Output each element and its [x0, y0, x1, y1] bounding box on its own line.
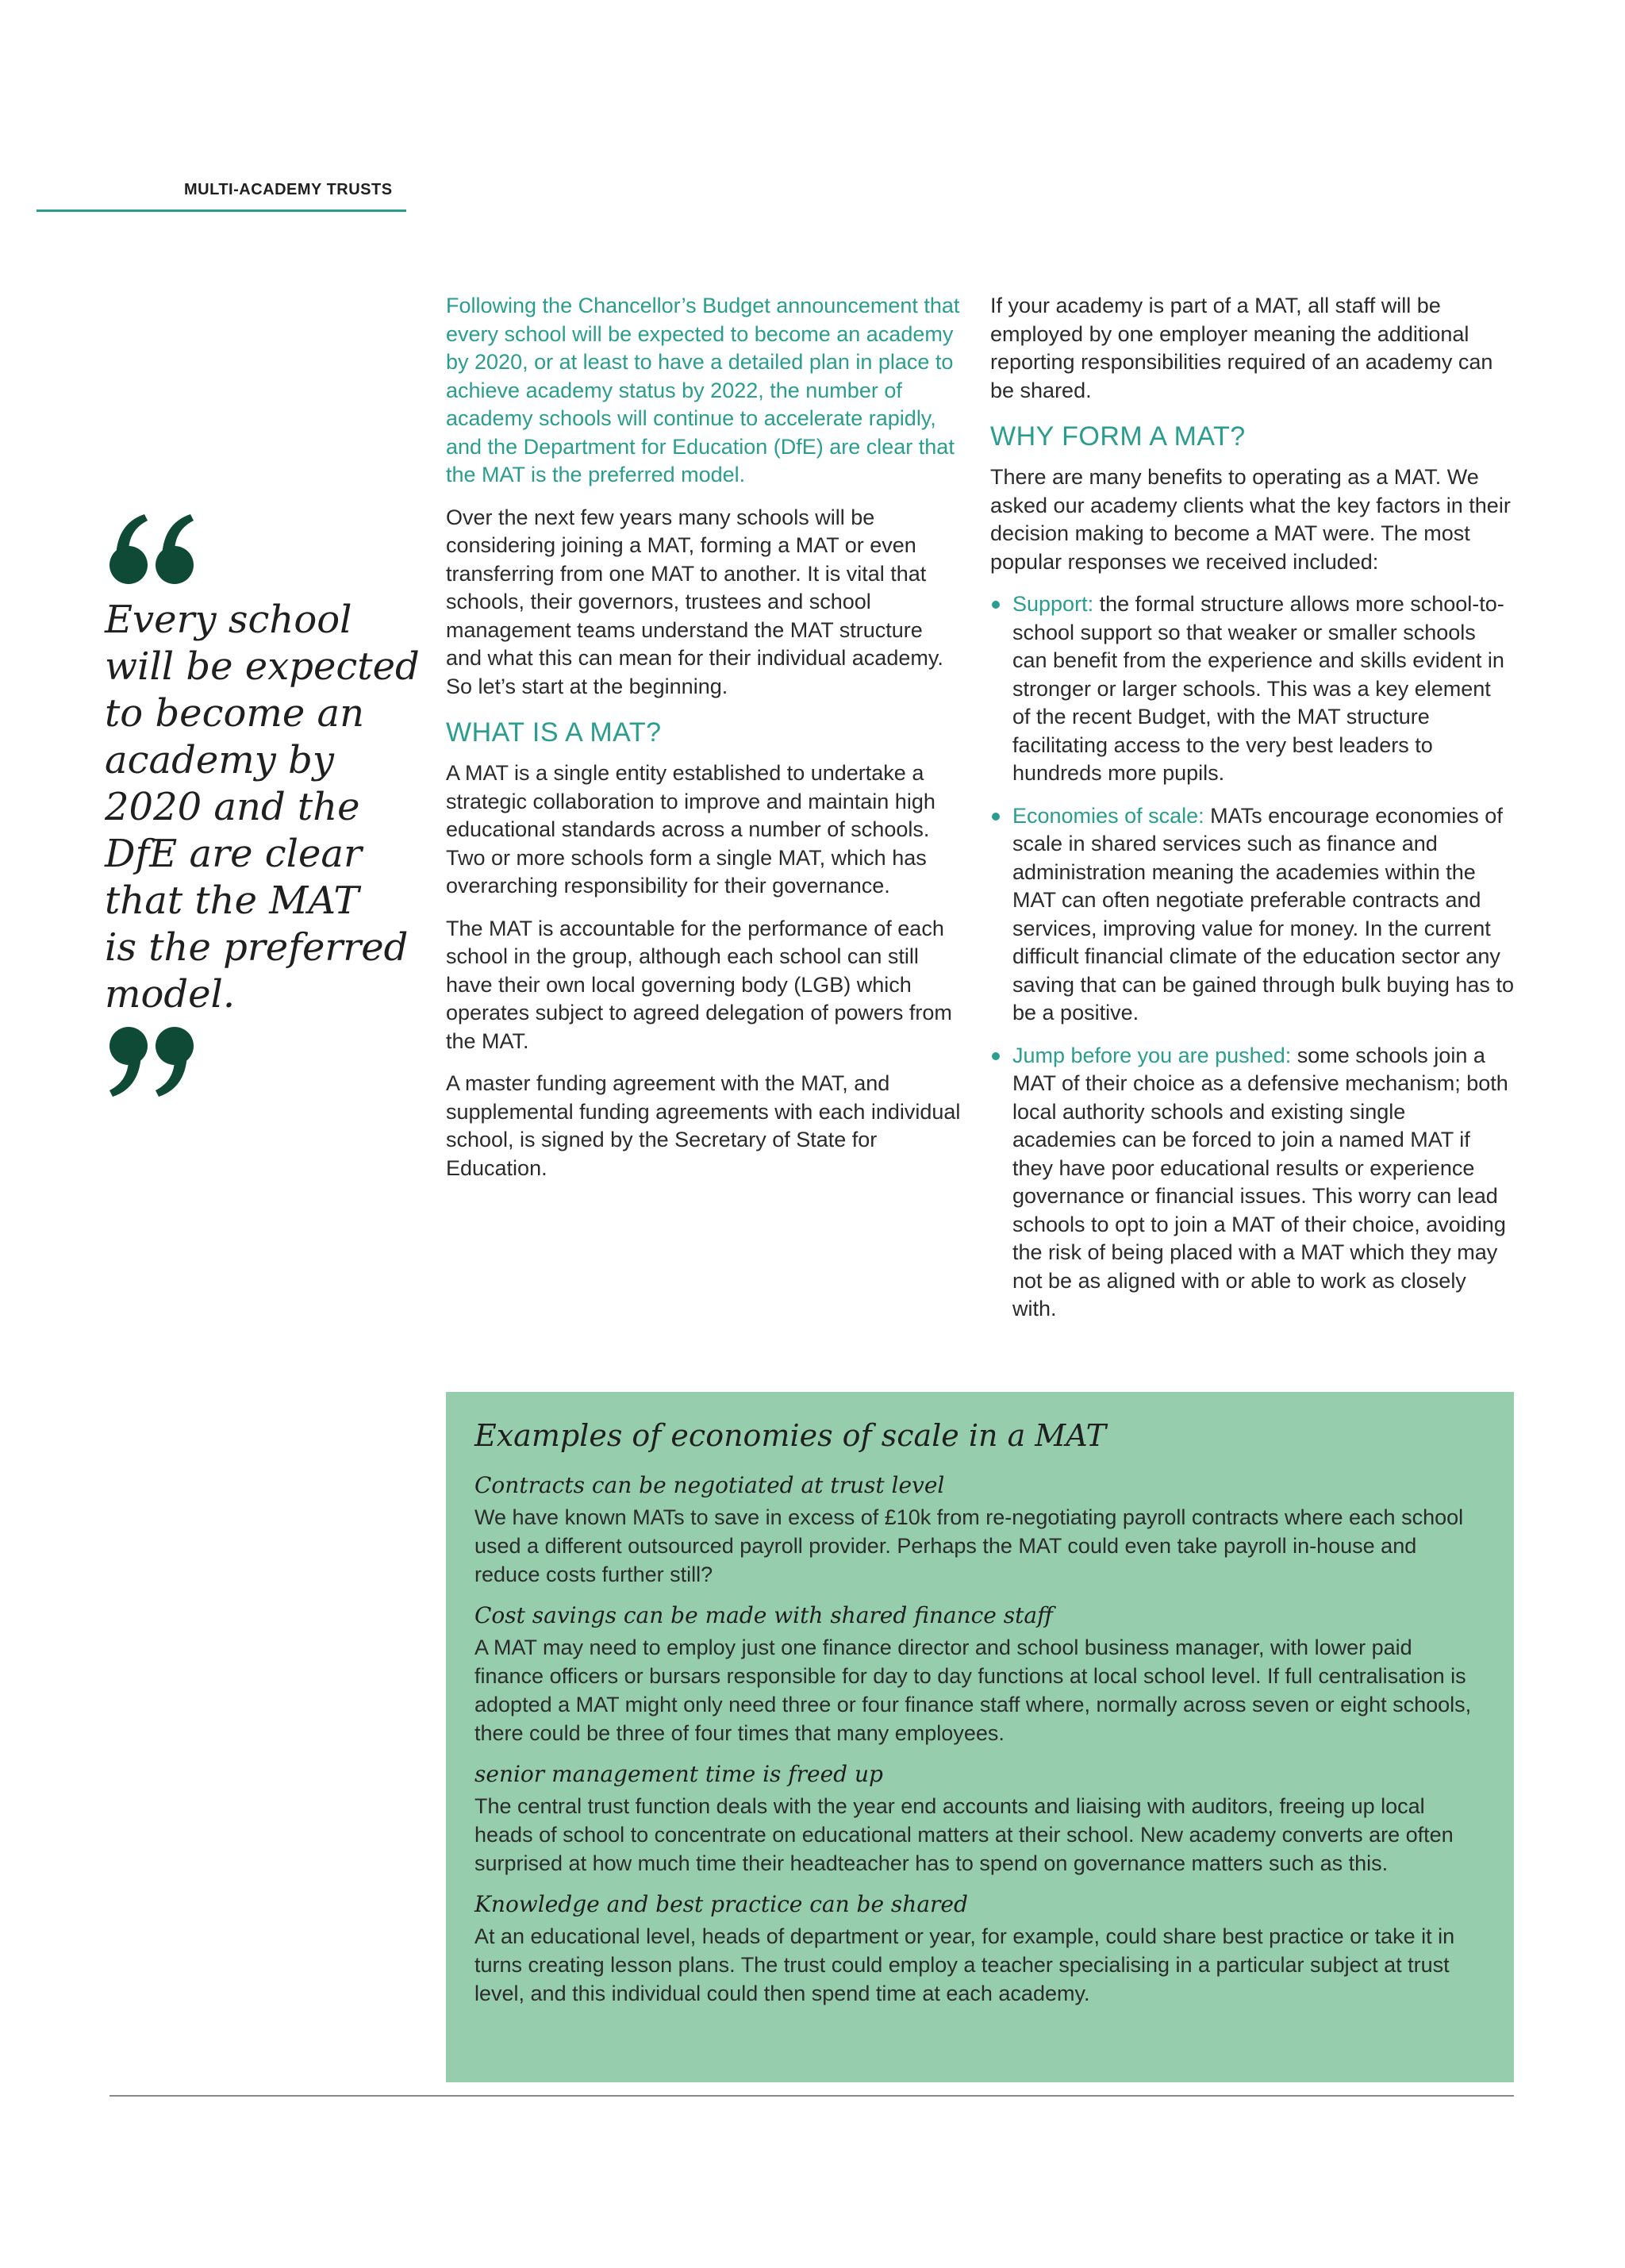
heading-what-is-a-mat: WHAT IS A MAT? — [446, 717, 662, 748]
examples-box-title: Examples of economies of scale in a MAT — [474, 1418, 1106, 1453]
example-heading: Cost savings can be made with shared finance staff — [474, 1602, 1053, 1628]
examples-box — [446, 1392, 1514, 2082]
body-paragraph: If your academy is part of a MAT, all staff will be employed by one employer meaning the additional reporting responsibilities required of an academy can be shared. — [990, 294, 1493, 402]
body-paragraph: There are many benefits to operating as a MAT. We asked our academy clients what the key factors in their decision making to become a MAT were. The most popular responses we received included: — [990, 465, 1511, 574]
example-heading: Knowledge and best practice can be shared — [474, 1891, 968, 1917]
example-heading: senior management time is freed up — [474, 1761, 883, 1787]
body-paragraph: A MAT is a single entity established to undertake a strategic collaboration to improve and maintain high educational standards across a number of schools. Two or more schools form a single MAT, which has overarching responsibility for their governance. — [446, 761, 935, 898]
list-item — [990, 590, 1514, 788]
body-paragraph: Over the next few years many schools will be considering joining a MAT, forming a MAT or even transferring from one MAT to another. It is vital that schools, their governors, trustees and school management teams understand the MAT structure and what this can mean for their individual academy. So let’s start at the beginning. — [446, 505, 943, 698]
benefit-title: Economies of scale: — [1012, 803, 1204, 828]
example-heading: Contracts can be negotiated at trust level — [474, 1472, 945, 1498]
benefit-title: Support: — [1012, 592, 1094, 616]
bullet-icon — [992, 813, 1000, 821]
header-rule — [36, 210, 406, 212]
left-column — [446, 292, 963, 1197]
example-text: At an educational level, heads of department or year, for example, could share best practice or take it in turns creating lesson plans. The trust could employ a teacher specialising in a particular subject at trust level, and this individual could then spend time at each academy. — [474, 1924, 1455, 2005]
heading-why-form-a-mat: WHY FORM A MAT? — [990, 421, 1246, 452]
benefit-text: MATs encourage economies of scale in shared services such as finance and administration meaning the academies within the MAT can often negotiate preferable contracts and services, improving value for money. In the current difficult financial climate of the education sector any saving that can be gained through bulk buying has to be a positive. — [1012, 803, 1514, 1024]
example-text: We have known MATs to save in excess of £10k from re-negotiating payroll contracts where each school used a different outsourced payroll provider. Perhaps the MAT could even take payroll in-house and reduce costs further still? — [474, 1505, 1464, 1586]
intro-paragraph: Following the Chancellor’s Budget announcement that every school will be expected to become an academy by 2020, or at least to have a detailed plan in place to achieve academy status by 2022, the number of academy schools will continue to accelerate rapidly, and the Department for Education (DfE) are clear that the MAT is the preferred model. — [446, 294, 960, 486]
example-text: A MAT may need to employ just one finance director and school business manager, with lower paid finance officers or bursars responsible for day to day functions at local school level. If full centralisation is adopted a MAT might only need three or four finance staff where, normally across seven or eight schools, there could be three of four times that many employees. — [474, 1636, 1472, 1745]
list-item — [990, 802, 1514, 1028]
body-paragraph: A master funding agreement with the MAT, and supplemental funding agreements with each individual school, is signed by the Secretary of State for Education. — [446, 1071, 961, 1180]
footer-rule — [109, 2095, 1514, 2097]
bullet-icon — [992, 1052, 1000, 1060]
body-paragraph: The MAT is accountable for the performance of each school in the group, although each school can still have their own local governing body (LGB) which operates subject to agreed delegation of powers from the MAT. — [446, 916, 952, 1053]
benefits-list — [990, 590, 1514, 1324]
section-label: MULTI-ACADEMY TRUSTS — [184, 181, 393, 198]
right-column — [990, 292, 1514, 1338]
benefit-title: Jump before you are pushed: — [1012, 1043, 1292, 1067]
pull-quote: Every school will be expected to become an academy by 2020 and the DfE are clear that the MAT is the preferred model. — [105, 598, 420, 1017]
list-item — [990, 1042, 1514, 1324]
example-text: The central trust function deals with the year end accounts and liaising with auditors, freeing up local heads of school to concentrate on educational matters at their school. New academy converts are often surprised at how much time their headteacher has to spend on governance matters such as this. — [474, 1794, 1454, 1875]
close-quote-icon — [105, 1016, 200, 1103]
open-quote-icon — [105, 508, 200, 595]
benefit-text: some schools join a MAT of their choice as a defensive mechanism; both local authority schools and existing single academies can be forced to join a named MAT if they have poor educational results or experience governance or financial issues. This worry can lead schools to opt to join a MAT of their choice, avoiding the risk of being placed with a MAT which they may not be as aligned with or able to work as closely with. — [1012, 1043, 1508, 1320]
benefit-text: the formal structure allows more school-to-school support so that weaker or smaller schools can benefit from the experience and skills evident in stronger or larger schools. This was a key element of the recent Budget, with the MAT structure facilitating access to the very best leaders to hundreds more pupils. — [1012, 592, 1504, 785]
bullet-icon — [992, 601, 1000, 609]
